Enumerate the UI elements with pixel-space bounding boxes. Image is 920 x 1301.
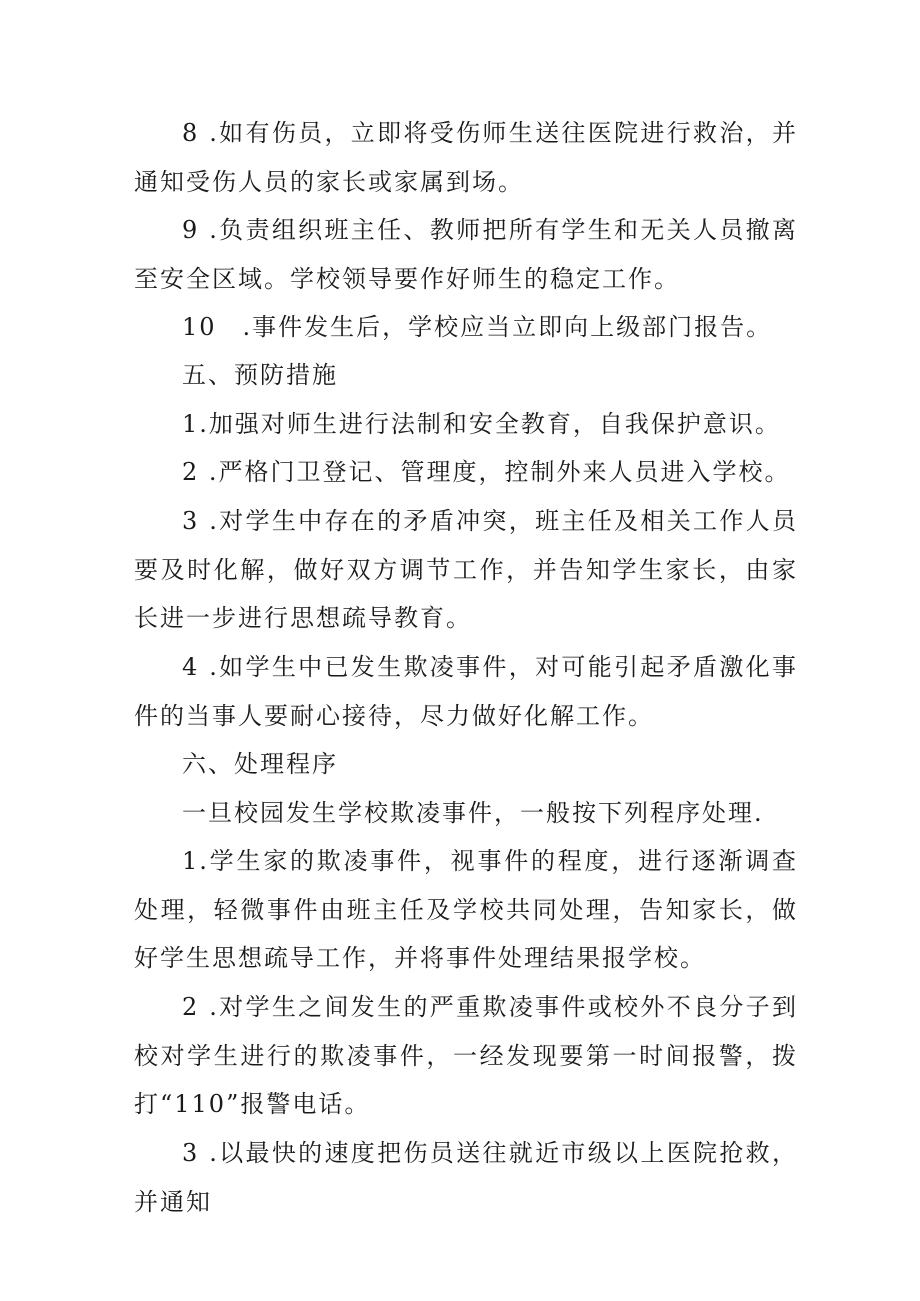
- section-heading-prevention: 五、预防措施: [182, 361, 338, 389]
- paragraph-item-10: 10 .事件发生后，学校应当立即向上级部门报告。: [182, 313, 773, 341]
- prevention-item-1: 1.加强对师生进行法制和安全教育，自我保护意识。: [182, 410, 781, 438]
- prevention-item-2: 2 .严格门卫登记、管理度，控制外来人员进入学校。: [182, 458, 791, 486]
- paragraph-item-9: 9 .负责组织班主任、教师把所有学生和无关人员撤离至安全区域。学校领导要作好师生的稳定工作。: [134, 216, 798, 293]
- section-heading-procedure: 六、处理程序: [182, 750, 338, 778]
- procedure-item-1: 1.学生家的欺凌事件，视事件的程度，进行逐渐调查处理，轻微事件由班主任及学校共同处理，告知家长，做好学生思想疏导工作，并将事件处理结果报学校。: [134, 847, 798, 972]
- procedure-item-3: 3 .以最快的速度把伤员送往就近市级以上医院抢救，并通知: [134, 1139, 798, 1216]
- procedure-item-2: 2 .对学生之间发生的严重欺凌事件或校外不良分子到校对学生进行的欺凌事件，一经发现要第一时间报警，拨打“110”报警电话。: [134, 993, 798, 1118]
- prevention-item-3: 3 .对学生中存在的矛盾冲突，班主任及相关工作人员要及时化解，做好双方调节工作，并告知学生家长，由家长进一步进行思想疏导教育。: [134, 507, 798, 632]
- paragraph-item-8: 8 .如有伤员，立即将受伤师生送往医院进行救治，并通知受伤人员的家长或家属到场。: [134, 119, 798, 196]
- procedure-intro: 一旦校园发生学校欺凌事件，一般按下列程序处理.: [182, 799, 764, 827]
- prevention-item-4: 4 .如学生中已发生欺凌事件，对可能引起矛盾激化事件的当事人要耐心接待，尽力做好化解工作。: [134, 653, 798, 730]
